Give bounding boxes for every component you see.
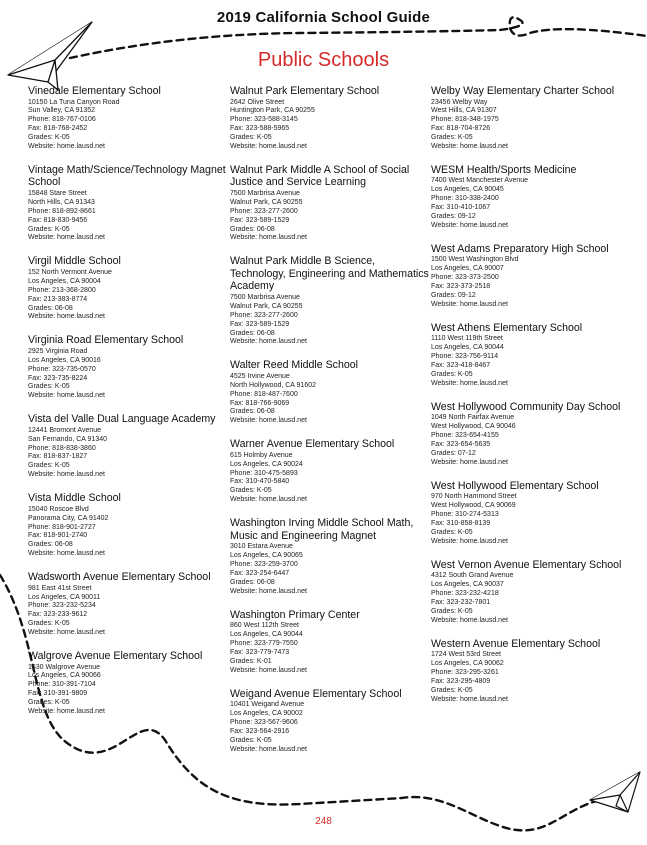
school-name: Weigand Avenue Elementary School — [230, 687, 402, 700]
school-detail-line: Los Angeles, CA 90024 — [230, 460, 303, 468]
school-detail-line: 1110 West 119th Street — [431, 335, 503, 343]
school-name: Walgrove Avenue Elementary School — [28, 650, 203, 663]
school-detail-line: Website: home.lausd.net — [230, 417, 307, 425]
school-detail-line: 15848 Stare Street — [28, 189, 87, 197]
school-detail-line: 4525 Irvine Avenue — [230, 372, 290, 380]
school-detail-line: Phone: 213-368-2800 — [28, 286, 96, 294]
school-detail-line: Fax: 310-858-8139 — [431, 519, 491, 527]
school-detail-line: Huntington Park, CA 90255 — [230, 107, 315, 115]
school-detail-line: North Hollywood, CA 91602 — [230, 381, 316, 389]
school-entry — [230, 85, 430, 152]
school-detail-line: Grades: 06-08 — [28, 304, 73, 312]
school-entry — [28, 492, 228, 559]
school-detail-line: Grades: 07-12 — [431, 449, 476, 457]
school-detail-line: Phone: 323-373-2500 — [431, 274, 499, 282]
school-detail-line: Website: home.lausd.net — [431, 695, 508, 703]
school-name: Vintage Math/Science/Technology Magnet School — [28, 163, 226, 189]
school-detail-line: Website: home.lausd.net — [28, 313, 105, 321]
school-detail-line: Phone: 323-588-3145 — [230, 116, 298, 124]
school-name: West Athens Elementary School — [431, 321, 583, 334]
school-entry — [431, 638, 631, 705]
guide-title: 2019 California School Guide — [216, 9, 431, 26]
school-detail-line: Fax: 818-704-8726 — [431, 125, 491, 133]
school-column-1 — [28, 85, 228, 729]
school-detail-line: Website: home.lausd.net — [431, 458, 508, 466]
school-name: Virginia Road Elementary School — [28, 334, 184, 347]
school-detail-line: 15040 Roscoe Blvd — [28, 505, 89, 513]
school-detail-line: Grades: 06-08 — [230, 578, 275, 586]
school-detail-line: Fax: 323-564-2916 — [230, 727, 290, 735]
school-detail-line: 10401 Weigand Avenue — [230, 701, 305, 709]
school-detail-line: Fax: 818-766-9069 — [230, 399, 290, 407]
school-detail-line: 1049 North Fairfax Avenue — [431, 414, 515, 422]
school-detail-line: Fax: 323-232-7801 — [431, 598, 491, 606]
school-name: Vista Middle School — [28, 492, 121, 505]
school-detail-line: 7500 Marbrisa Avenue — [230, 189, 300, 197]
school-name: WESM Health/Sports Medicine — [431, 163, 577, 176]
school-detail-line: Phone: 818-487-7600 — [230, 390, 298, 398]
school-detail-line: Website: home.lausd.net — [230, 666, 307, 674]
school-detail-line: Phone: 323-756-9114 — [431, 353, 499, 361]
school-detail-line: Website: home.lausd.net — [28, 629, 105, 637]
school-detail-line: Phone: 323-277-2600 — [230, 207, 298, 215]
school-detail-line: Phone: 323-232-5234 — [28, 602, 96, 610]
school-detail-line: Fax: 323-233-9612 — [28, 611, 88, 619]
school-detail-line: Grades: K-05 — [28, 225, 70, 233]
school-entry — [230, 688, 430, 755]
school-detail-line: Los Angeles, CA 90002 — [230, 709, 303, 717]
school-detail-line: 10150 La Tuna Canyon Road — [28, 98, 120, 106]
school-detail-line: Los Angeles, CA 90016 — [28, 356, 101, 364]
school-entry — [431, 322, 631, 389]
school-detail-line: 615 Holmby Avenue — [230, 451, 293, 459]
school-detail-line: 2925 Virginia Road — [28, 347, 88, 355]
school-detail-line: Website: home.lausd.net — [431, 143, 508, 151]
school-name: Warner Avenue Elementary School — [230, 438, 395, 451]
school-detail-line: Fax: 323-254-6447 — [230, 569, 290, 577]
school-detail-line: Website: home.lausd.net — [230, 587, 307, 595]
school-detail-line: Website: home.lausd.net — [230, 745, 307, 753]
school-detail-line: Grades: K-05 — [28, 462, 70, 470]
school-detail-line: Los Angeles, CA 90066 — [28, 672, 101, 680]
school-detail-line: Los Angeles, CA 90011 — [28, 593, 101, 601]
school-detail-line: Website: home.lausd.net — [431, 616, 508, 624]
school-entry — [28, 255, 228, 322]
school-detail-line: West Hills, CA 91307 — [431, 107, 497, 115]
page-number: 248 — [315, 816, 332, 827]
school-detail-line: 152 North Vermont Avenue — [28, 268, 112, 276]
school-detail-line: Phone: 818-838-3860 — [28, 444, 96, 452]
school-detail-line: Website: home.lausd.net — [28, 143, 105, 151]
school-detail-line: Website: home.lausd.net — [28, 392, 105, 400]
school-entry — [431, 559, 631, 626]
school-detail-line: Phone: 323-295-3261 — [431, 668, 499, 676]
school-detail-line: Website: home.lausd.net — [28, 708, 105, 716]
school-detail-line: Phone: 818-348-1975 — [431, 116, 499, 124]
school-detail-line: Grades: K-05 — [28, 134, 70, 142]
school-name: Vista del Valle Dual Language Academy — [28, 413, 216, 426]
school-detail-line: Grades: 09-12 — [431, 292, 476, 299]
school-entry — [28, 85, 228, 152]
school-detail-line: Los Angeles, CA 90065 — [230, 552, 303, 560]
school-detail-line: Grades: K-05 — [28, 620, 70, 628]
school-detail-line: Phone: 323-567-9606 — [230, 718, 298, 726]
school-entry — [28, 650, 228, 717]
school-detail-line: Walnut Park, CA 90255 — [230, 302, 303, 310]
school-detail-line: Fax: 323-373-2518 — [431, 283, 491, 291]
school-detail-line: Panorama City, CA 91402 — [28, 514, 109, 522]
school-detail-line: Grades: K-05 — [431, 686, 473, 694]
school-name: Washington Primary Center — [230, 608, 360, 621]
school-detail-line: 23456 Welby Way — [431, 98, 488, 106]
school-detail-line: Grades: K-05 — [230, 134, 272, 142]
section-title: Public Schools — [257, 49, 390, 71]
school-detail-line: Fax: 818-837-1827 — [28, 453, 88, 461]
school-detail-line: Los Angeles, CA 90007 — [431, 265, 504, 273]
school-entry — [431, 401, 631, 468]
school-entry — [230, 255, 430, 347]
school-entry — [230, 438, 430, 505]
school-detail-line: 4312 South Grand Avenue — [431, 572, 514, 580]
school-detail-line: Grades: 06-08 — [230, 329, 275, 337]
school-detail-line: Phone: 310-391-7104 — [28, 681, 96, 689]
school-detail-line: Phone: 310-475-5893 — [230, 469, 298, 477]
school-detail-line: North Hills, CA 91343 — [28, 198, 95, 206]
school-name: Walnut Park Middle A School of Social Justice and Service Learning — [230, 163, 410, 189]
school-name: Walnut Park Middle B Science, Technology, Engineering and Mathematics Academy — [230, 255, 429, 293]
school-detail-line: Fax: 323-418-8467 — [431, 362, 491, 370]
school-detail-line: Website: home.lausd.net — [28, 234, 105, 242]
school-detail-line: Los Angeles, CA 90044 — [230, 631, 303, 639]
school-name: Wadsworth Avenue Elementary School — [28, 571, 211, 584]
school-detail-line: Los Angeles, CA 90004 — [28, 277, 101, 285]
school-detail-line: Fax: 323-589-1529 — [230, 320, 290, 328]
school-detail-line: 2642 Olive Street — [230, 98, 285, 106]
school-detail-line: Phone: 323-654-4155 — [431, 432, 499, 440]
school-column-3 — [431, 85, 631, 717]
paper-plane-icon-bottom — [590, 772, 640, 812]
school-detail-line: San Fernando, CA 91340 — [28, 435, 108, 443]
school-entry — [28, 164, 228, 243]
school-detail-line: Website: home.lausd.net — [230, 338, 307, 346]
school-detail-line: Grades: K-01 — [230, 657, 272, 665]
school-name: Walter Reed Middle School — [230, 359, 358, 372]
school-detail-line: Website: home.lausd.net — [230, 143, 307, 151]
school-detail-line: Website: home.lausd.net — [230, 496, 307, 504]
school-detail-line: Grades: 06-08 — [230, 408, 275, 416]
school-detail-line: Phone: 323-259-3700 — [230, 561, 298, 568]
school-detail-line: Grades: K-05 — [28, 383, 70, 391]
school-detail-line: Grades: K-05 — [431, 370, 473, 378]
school-detail-line: Fax: 818-768-2452 — [28, 125, 88, 133]
school-entry — [230, 164, 430, 243]
school-detail-line: Grades: K-05 — [431, 607, 473, 615]
school-detail-line: Fax: 310-410-1067 — [431, 204, 491, 212]
school-detail-line: Los Angeles, CA 90045 — [431, 186, 504, 194]
school-detail-line: Website: home.lausd.net — [28, 471, 105, 479]
school-name: Virgil Middle School — [28, 255, 121, 268]
school-entry — [431, 480, 631, 547]
school-detail-line: Grades: 06-08 — [28, 541, 73, 549]
school-detail-line: Fax: 310-470-5840 — [230, 478, 290, 486]
school-entry — [431, 164, 631, 231]
school-name: West Hollywood Community Day School — [431, 400, 621, 413]
school-name: Walnut Park Elementary School — [230, 85, 380, 97]
school-detail-line: Phone: 310-274-5313 — [431, 511, 499, 518]
school-entry — [28, 413, 228, 480]
school-detail-line: Website: home.lausd.net — [28, 550, 105, 558]
school-name: West Vernon Avenue Elementary School — [431, 558, 622, 571]
school-detail-line: Fax: 818-901-2740 — [28, 532, 88, 540]
school-detail-line: Phone: 323-277-2600 — [230, 311, 298, 319]
school-detail-line: Fax: 310-391-9809 — [28, 690, 88, 698]
school-detail-line: 12441 Bromont Avenue — [28, 426, 102, 434]
school-name: Vinedale Elementary School — [28, 85, 161, 97]
school-detail-line: Fax: 818-830-9456 — [28, 216, 88, 224]
school-detail-line: Website: home.lausd.net — [431, 379, 508, 387]
school-entry — [28, 334, 228, 401]
school-detail-line: Fax: 323-295-4809 — [431, 677, 491, 685]
school-detail-line: Phone: 818-767-0106 — [28, 116, 96, 124]
school-detail-line: Website: home.lausd.net — [431, 537, 508, 545]
school-detail-line: 1630 Walgrove Avenue — [28, 663, 100, 671]
school-name: Washington Irving Middle School Math, Music and Engineering Magnet — [230, 517, 414, 542]
school-detail-line: Walnut Park, CA 90255 — [230, 198, 303, 206]
school-detail-line: 1500 West Washington Blvd — [431, 256, 519, 264]
school-detail-line: 7500 Marbrisa Avenue — [230, 293, 300, 301]
school-detail-line: Phone: 310-338-2400 — [431, 195, 499, 203]
school-detail-line: 981 East 41st Street — [28, 584, 92, 592]
school-detail-line: Phone: 818-892-8661 — [28, 207, 96, 215]
school-detail-line: Los Angeles, CA 90044 — [431, 344, 504, 352]
school-name: West Hollywood Elementary School — [431, 479, 599, 492]
school-entry — [230, 359, 430, 426]
school-detail-line: Grades: K-05 — [431, 134, 473, 142]
school-name: West Adams Preparatory High School — [431, 242, 609, 255]
school-detail-line: Website: home.lausd.net — [431, 221, 508, 229]
school-detail-line: Grades: 09-12 — [431, 213, 476, 221]
school-entry — [230, 609, 430, 676]
school-detail-line: Fax: 323-588-5965 — [230, 125, 290, 133]
school-detail-line: Sun Valley, CA 91352 — [28, 107, 96, 115]
school-name: Western Avenue Elementary School — [431, 637, 601, 650]
school-detail-line: 970 North Hammond Street — [431, 493, 517, 501]
school-detail-line: Phone: 323-735-0570 — [28, 365, 96, 373]
school-detail-line: West Hollywood, CA 90046 — [431, 423, 516, 431]
school-column-2 — [230, 85, 430, 767]
school-detail-line: 1724 West 53rd Street — [431, 651, 501, 659]
school-entry — [431, 85, 631, 152]
school-detail-line: 3010 Estara Avenue — [230, 543, 293, 551]
school-detail-line: Grades: K-05 — [230, 487, 272, 495]
school-entry — [28, 571, 228, 638]
school-detail-line: Phone: 323-779-7550 — [230, 639, 298, 647]
school-detail-line: Los Angeles, CA 90062 — [431, 659, 504, 667]
school-detail-line: Grades: 06-08 — [230, 225, 275, 233]
school-detail-line: Fax: 323-589-1529 — [230, 216, 290, 224]
school-detail-line: Fax: 213-383-8774 — [28, 295, 88, 303]
school-entry — [431, 243, 631, 310]
school-detail-line: Fax: 323-735-8224 — [28, 374, 88, 382]
school-detail-line: Website: home.lausd.net — [230, 234, 307, 242]
school-entry — [230, 517, 430, 596]
school-detail-line: West Hollywood, CA 90069 — [431, 502, 516, 510]
school-detail-line: Los Angeles, CA 90037 — [431, 581, 504, 589]
school-name: Welby Way Elementary Charter School — [431, 85, 615, 97]
school-detail-line: Grades: K-05 — [431, 528, 473, 536]
school-detail-line: Website: home.lausd.net — [431, 300, 508, 308]
school-detail-line: 860 West 112th Street — [230, 622, 300, 630]
school-detail-line: Phone: 323-232-4218 — [431, 589, 499, 597]
school-detail-line: Fax: 323-779-7473 — [230, 648, 290, 656]
school-detail-line: 7400 West Manchester Avenue — [431, 177, 529, 185]
school-detail-line: Phone: 818-901-2727 — [28, 523, 96, 531]
school-detail-line: Fax: 323-654-5635 — [431, 440, 491, 448]
school-detail-line: Grades: K-05 — [230, 736, 272, 744]
school-detail-line: Grades: K-05 — [28, 699, 70, 707]
